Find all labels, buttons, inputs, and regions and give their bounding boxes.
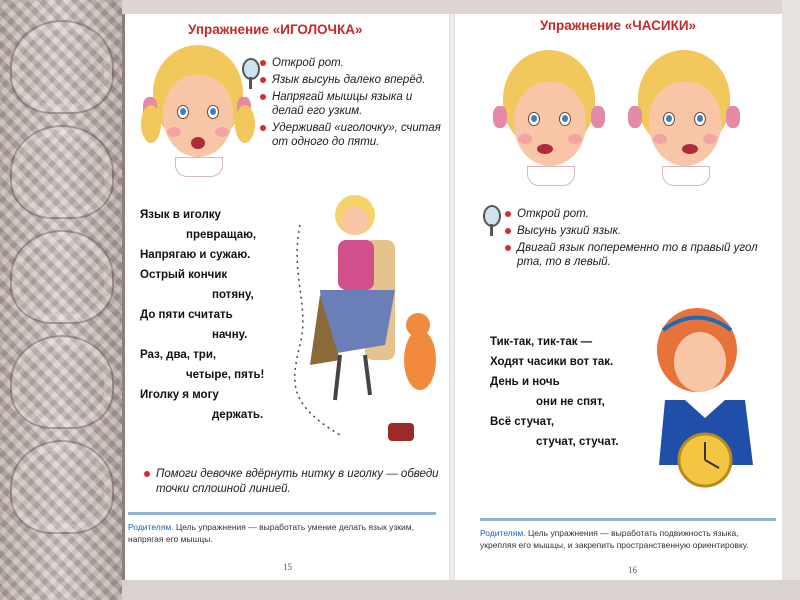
girl-blouse bbox=[338, 240, 374, 290]
eye bbox=[207, 105, 219, 119]
ornament-motif bbox=[10, 440, 114, 534]
poem-line: стучат, стучат. bbox=[536, 436, 619, 448]
cheek bbox=[518, 134, 532, 144]
girl-face bbox=[674, 332, 726, 392]
hair-bow bbox=[628, 106, 642, 128]
poem-line: Язык в иголку bbox=[140, 209, 221, 221]
mirror-icon bbox=[242, 58, 260, 80]
thread-spool bbox=[388, 423, 414, 441]
poem-line: Напрягаю и сужаю. bbox=[140, 249, 251, 261]
right-poem bbox=[490, 332, 619, 452]
cheek bbox=[215, 127, 229, 137]
page-number: 15 bbox=[283, 562, 292, 572]
poem-line: превращаю, bbox=[186, 229, 257, 241]
poem-line: четыре, пять! bbox=[186, 369, 265, 381]
poem-line: Иголку я могу bbox=[140, 389, 219, 401]
hair-bow bbox=[726, 106, 740, 128]
poem-line: они не спят, bbox=[536, 396, 605, 408]
top-border bbox=[122, 0, 800, 14]
ornament-motif bbox=[10, 230, 114, 324]
collar bbox=[527, 166, 575, 186]
girl-face-illustration bbox=[630, 50, 740, 190]
poem-line: Острый кончик bbox=[140, 269, 228, 281]
right-instructions bbox=[505, 207, 775, 272]
girl-leg bbox=[365, 355, 370, 395]
right-parent-note bbox=[480, 527, 776, 551]
poem-line: начну. bbox=[212, 329, 248, 341]
right-border bbox=[782, 0, 800, 600]
girl-leg bbox=[335, 355, 340, 400]
pigtail bbox=[141, 105, 161, 143]
left-poem bbox=[140, 205, 264, 425]
eye bbox=[694, 112, 706, 126]
page-number: 16 bbox=[628, 565, 637, 575]
face bbox=[514, 82, 586, 166]
cheek bbox=[167, 127, 181, 137]
poem-line: потяну, bbox=[212, 289, 254, 301]
pigtail bbox=[235, 105, 255, 143]
face bbox=[649, 82, 721, 166]
ornamental-border bbox=[0, 0, 125, 600]
parent-note-text: Цель упражнения — выработать умение делать язык узким, напрягая его мышцы. bbox=[128, 522, 414, 544]
instruction-item: Язык высунь далеко вперёд. bbox=[260, 73, 445, 87]
mirror-icon bbox=[483, 205, 501, 227]
instruction-item: Открой рот. bbox=[505, 207, 775, 221]
parent-note-lead: Родителям. bbox=[480, 528, 526, 538]
sewing-girl-illustration bbox=[280, 185, 450, 455]
left-instructions bbox=[260, 56, 445, 152]
parent-note-lead: Родителям. bbox=[128, 522, 174, 532]
bottom-border bbox=[122, 580, 800, 600]
note-divider bbox=[128, 512, 436, 515]
girl-face bbox=[341, 207, 369, 235]
poem-line: Ходят часики вот так. bbox=[490, 356, 614, 368]
hair-bow bbox=[493, 106, 507, 128]
poem-line: держать. bbox=[212, 409, 264, 421]
eye bbox=[663, 112, 675, 126]
poem-line: День и ночь bbox=[490, 376, 560, 388]
collar bbox=[662, 166, 710, 186]
cat bbox=[404, 330, 436, 390]
girl-face-illustration bbox=[145, 45, 250, 185]
cat-head bbox=[406, 313, 430, 337]
ornament-motif bbox=[10, 125, 114, 219]
eye bbox=[559, 112, 571, 126]
collar bbox=[175, 157, 223, 177]
cheek bbox=[568, 134, 582, 144]
left-parent-note bbox=[128, 521, 436, 545]
parent-note-text: Цель упражнения — выработать подвижность языка, укрепляя его мышцы, и закрепить пространственную ориентировку. bbox=[480, 528, 749, 550]
cheek bbox=[703, 134, 717, 144]
poem-line: Тик-так, тик-так — bbox=[490, 336, 593, 348]
instruction-item: Напрягай мышцы языка и делай его узким. bbox=[260, 90, 445, 118]
ornament-motif bbox=[10, 20, 114, 114]
left-task-text: Помоги девочке вдёрнуть нитку в иголку — обведи точки сплошной линией. bbox=[156, 467, 441, 497]
poem-line: Всё стучат, bbox=[490, 416, 555, 428]
eye bbox=[177, 105, 189, 119]
poem-line: Раз, два, три, bbox=[140, 349, 217, 361]
girl-face-illustration bbox=[495, 50, 605, 190]
note-divider bbox=[480, 518, 776, 521]
right-page-title: Упражнение «ЧАСИКИ» bbox=[540, 18, 697, 33]
hair-bow bbox=[591, 106, 605, 128]
mouth-tongue-right bbox=[682, 144, 698, 154]
clock-girl-illustration bbox=[645, 300, 770, 500]
instruction-item: Высунь узкий язык. bbox=[505, 224, 775, 238]
instruction-item: Открой рот. bbox=[260, 56, 445, 70]
cheek bbox=[653, 134, 667, 144]
instruction-item: Удерживай «иголочку», считая от одного до пяти. bbox=[260, 121, 445, 149]
left-page-title: Упражнение «ИГОЛОЧКА» bbox=[188, 22, 363, 37]
mouth-tongue-out bbox=[191, 137, 205, 149]
instruction-item: Двигай язык попеременно то в правый угол рта, то в левый. bbox=[505, 241, 775, 269]
eye bbox=[528, 112, 540, 126]
mouth-tongue-left bbox=[537, 144, 553, 154]
poem-line: До пяти считать bbox=[140, 309, 233, 321]
ornament-motif bbox=[10, 335, 114, 429]
